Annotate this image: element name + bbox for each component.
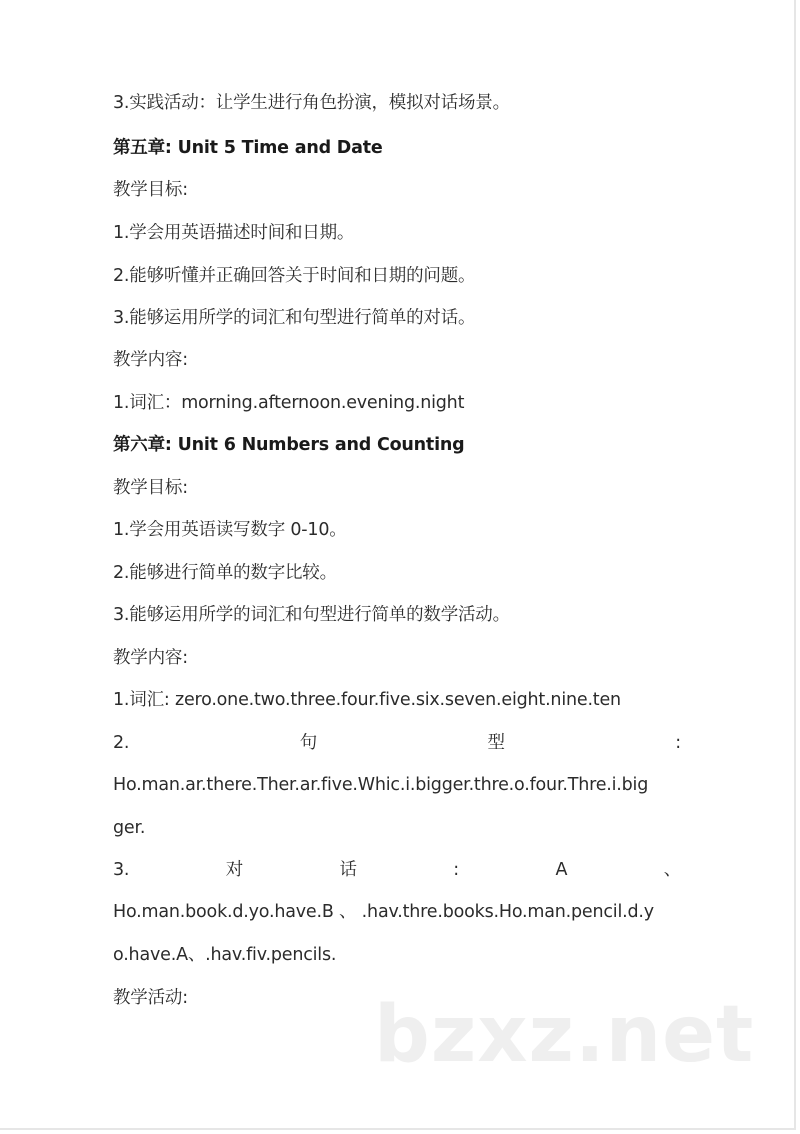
teaching-goals-label: 教学目标:	[113, 478, 188, 498]
teaching-content-label: 教学内容:	[113, 648, 188, 668]
teaching-content-label: 教学内容:	[113, 350, 188, 370]
sentence-pattern-text: ger.	[113, 818, 146, 838]
goal-item: 3.能够运用所学的词汇和句型进行简单的对话。	[113, 308, 476, 328]
goal-item: 2.能够进行简单的数字比较。	[113, 563, 337, 583]
teaching-goals-label: 教学目标:	[113, 180, 188, 200]
vocabulary-line: 1.词汇：morning.afternoon.evening.night	[113, 393, 465, 413]
justified-token: 对	[225, 860, 244, 880]
justified-token: 2.	[113, 733, 130, 753]
justified-token: 话	[339, 860, 357, 880]
justified-token: 型	[487, 733, 505, 753]
justified-token: 、	[663, 860, 681, 880]
justified-token: 句	[299, 733, 318, 753]
dialogue-label	[113, 858, 681, 882]
justified-token: :	[453, 860, 459, 880]
teaching-activities-label: 教学活动:	[113, 988, 188, 1008]
justified-token: A	[555, 860, 568, 880]
vocabulary-line: 1.词汇: zero.one.two.three.four.five.six.seven.eight.nine.ten	[113, 690, 621, 710]
chapter-6-heading: 第六章: Unit 6 Numbers and Counting	[113, 435, 465, 455]
goal-item: 1.学会用英语描述时间和日期。	[113, 223, 355, 243]
dialogue-text: Ho.man.book.d.yo.have.B 、 .hav.thre.books.Ho.man.pencil.d.y	[113, 902, 654, 922]
goal-item: 3.能够运用所学的词汇和句型进行简单的数学活动。	[113, 605, 510, 625]
watermark: bzxz.net	[374, 990, 755, 1080]
dialogue-text: o.have.A、.hav.fiv.pencils.	[113, 945, 337, 965]
justified-token: 3.	[113, 860, 130, 880]
goal-item: 1.学会用英语读写数字 0-10。	[113, 520, 347, 540]
justified-token: :	[675, 733, 681, 753]
practice-activity-line: 3.实践活动：让学生进行角色扮演，模拟对话场景。	[113, 93, 510, 113]
sentence-pattern-label	[113, 731, 681, 755]
chapter-5-heading: 第五章: Unit 5 Time and Date	[113, 138, 383, 158]
goal-item: 2.能够听懂并正确回答关于时间和日期的问题。	[113, 266, 476, 286]
sentence-pattern-text: Ho.man.ar.there.Ther.ar.five.Whic.i.bigger.thre.o.four.Thre.i.big	[113, 775, 649, 795]
